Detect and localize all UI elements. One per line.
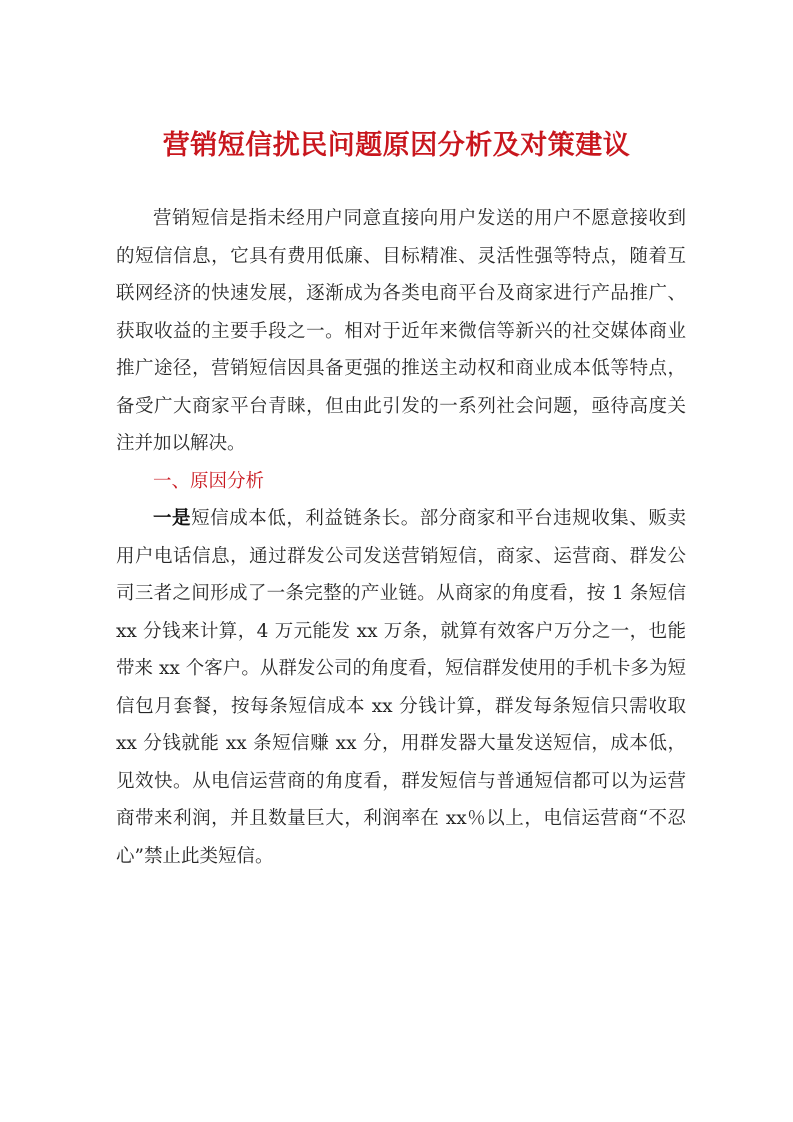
- document-body: [116, 200, 686, 875]
- point-one-text: 短信成本低，利益链条长。部分商家和平台违规收集、贩卖用户电话信息，通过群发公司发送营销短信，商家、运营商、群发公司三者之间形成了一条完整的产业链。从商家的角度看，按 1 条短信 xx 分钱来计算，4 万元能发 xx 万条，就算有效客户万分之一，也能带来 xx 个客户。从群发公司的角度看，短信群发使用的手机卡多为短信包月套餐，按每条短信成本 xx 分钱计算，群发每条短信只需收取 xx 分钱就能 xx 条短信赚 xx 分，用群发器大量发送短信，成本低，见效快。从电信运营商的角度看，群发短信与普通短信都可以为运营商带来利润，并且数量巨大，利润率在 xx％以上，电信运营商“不忍心”禁止此类短信。: [116, 508, 686, 867]
- point-one-paragraph: [116, 500, 686, 875]
- intro-paragraph: 营销短信是指未经用户同意直接向用户发送的用户不愿意接收到的短信信息，它具有费用低廉、目标精准、灵活性强等特点，随着互联网经济的快速发展，逐渐成为各类电商平台及商家进行产品推广、获取收益的主要手段之一。相对于近年来微信等新兴的社交媒体商业推广途径，营销短信因具备更强的推送主动权和商业成本低等特点，备受广大商家平台青睐，但由此引发的一系列社会问题，亟待高度关注并加以解决。: [116, 208, 686, 454]
- document-title: 营销短信扰民问题原因分析及对策建议: [162, 130, 631, 161]
- section-heading-cause-analysis: 一、原因分析: [153, 470, 265, 492]
- point-one-lead: 一是: [153, 508, 192, 529]
